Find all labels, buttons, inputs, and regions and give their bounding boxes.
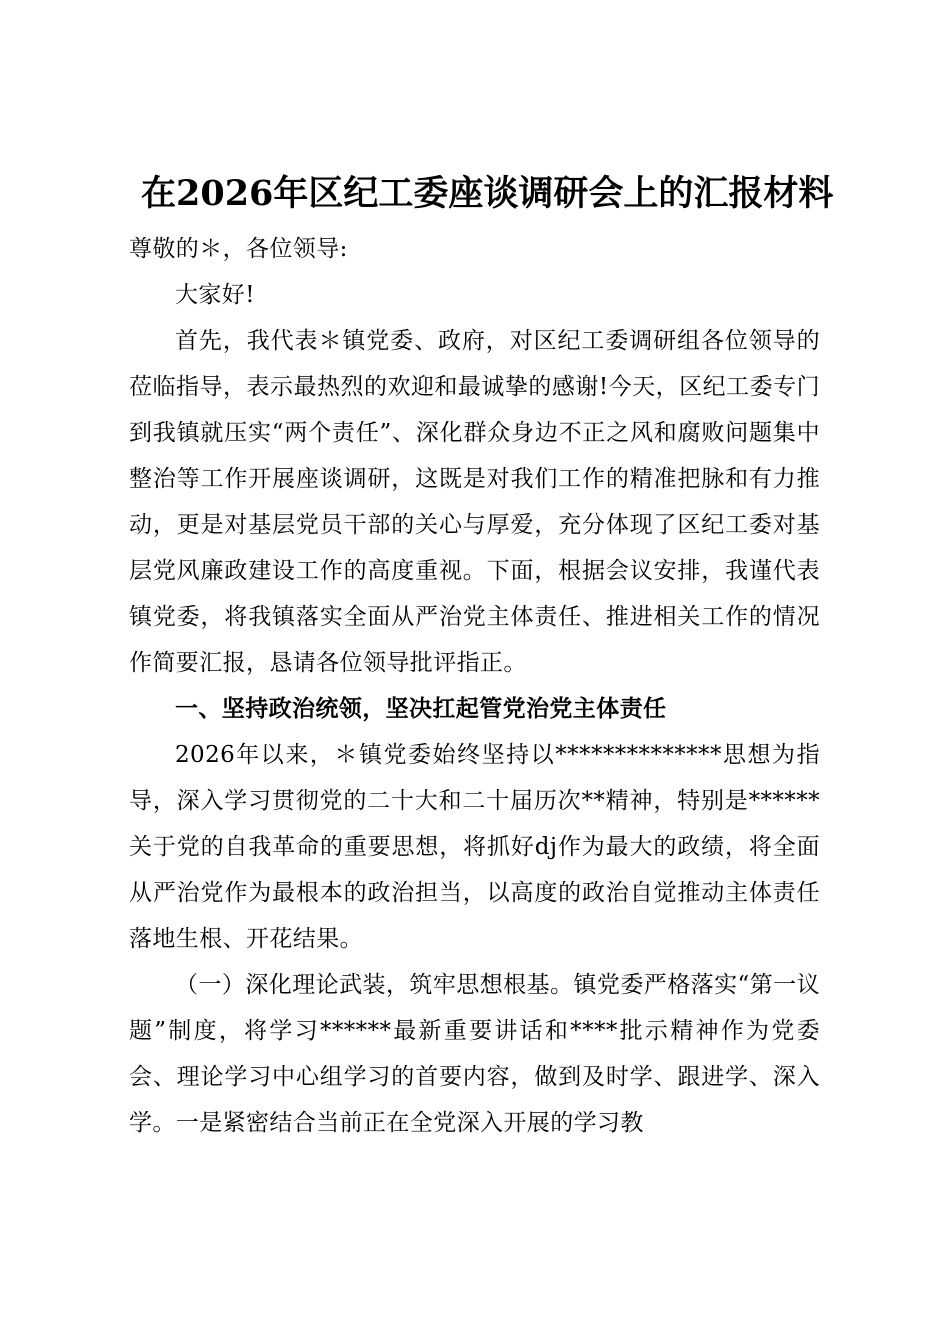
section-paragraph: 2026年以来，＊镇党委始终坚持以**************思想为指导，深入学习贯彻党的二十大和二十届历次**精神，特别是******关于党的自我革命的重要思想，将抓好dj作为最大的政绩，将全面从严治党作为最根本的政治担当，以高度的政治自觉推动主体责任落地生根、开花结果。 [129,742,820,952]
subsection-paragraph: （一）深化理论武装，筑牢思想根基。镇党委严格落实“第一议题”制度，将学习******最新重要讲话和****批示精神作为党委会、理论学习中心组学习的首要内容，做到及时学、跟进学、深入学。一是紧密结合当前正在全党深入开展的学习教 [129,972,820,1136]
intro-paragraph: 首先，我代表＊镇党委、政府，对区纪工委调研组各位领导的莅临指导，表示最热烈的欢迎和最诚挚的感谢!今天，区纪工委专门到我镇就压实“两个责任”、深化群众身边不正之风和腐败问题集中整治等工作开展座谈调研，这既是对我们工作的精准把脉和有力推动，更是对基层党员干部的关心与厚爱，充分体现了区纪工委对基层党风廉政建设工作的高度重视。下面，根据会议安排，我谨代表镇党委，将我镇落实全面从严治党主体责任、推进相关工作的情况作简要汇报，恳请各位领导批评指正。 [129,328,820,676]
greeting: 大家好! [175,282,255,308]
document-title: 在2026年区纪工委座谈调研会上的汇报材料 [141,173,834,214]
document-body [129,226,820,1146]
salutation: 尊敬的＊，各位领导: [129,236,348,262]
section-heading: 一、坚持政治统领，坚决扛起管党治党主体责任 [175,695,667,722]
document-page [129,166,834,1146]
